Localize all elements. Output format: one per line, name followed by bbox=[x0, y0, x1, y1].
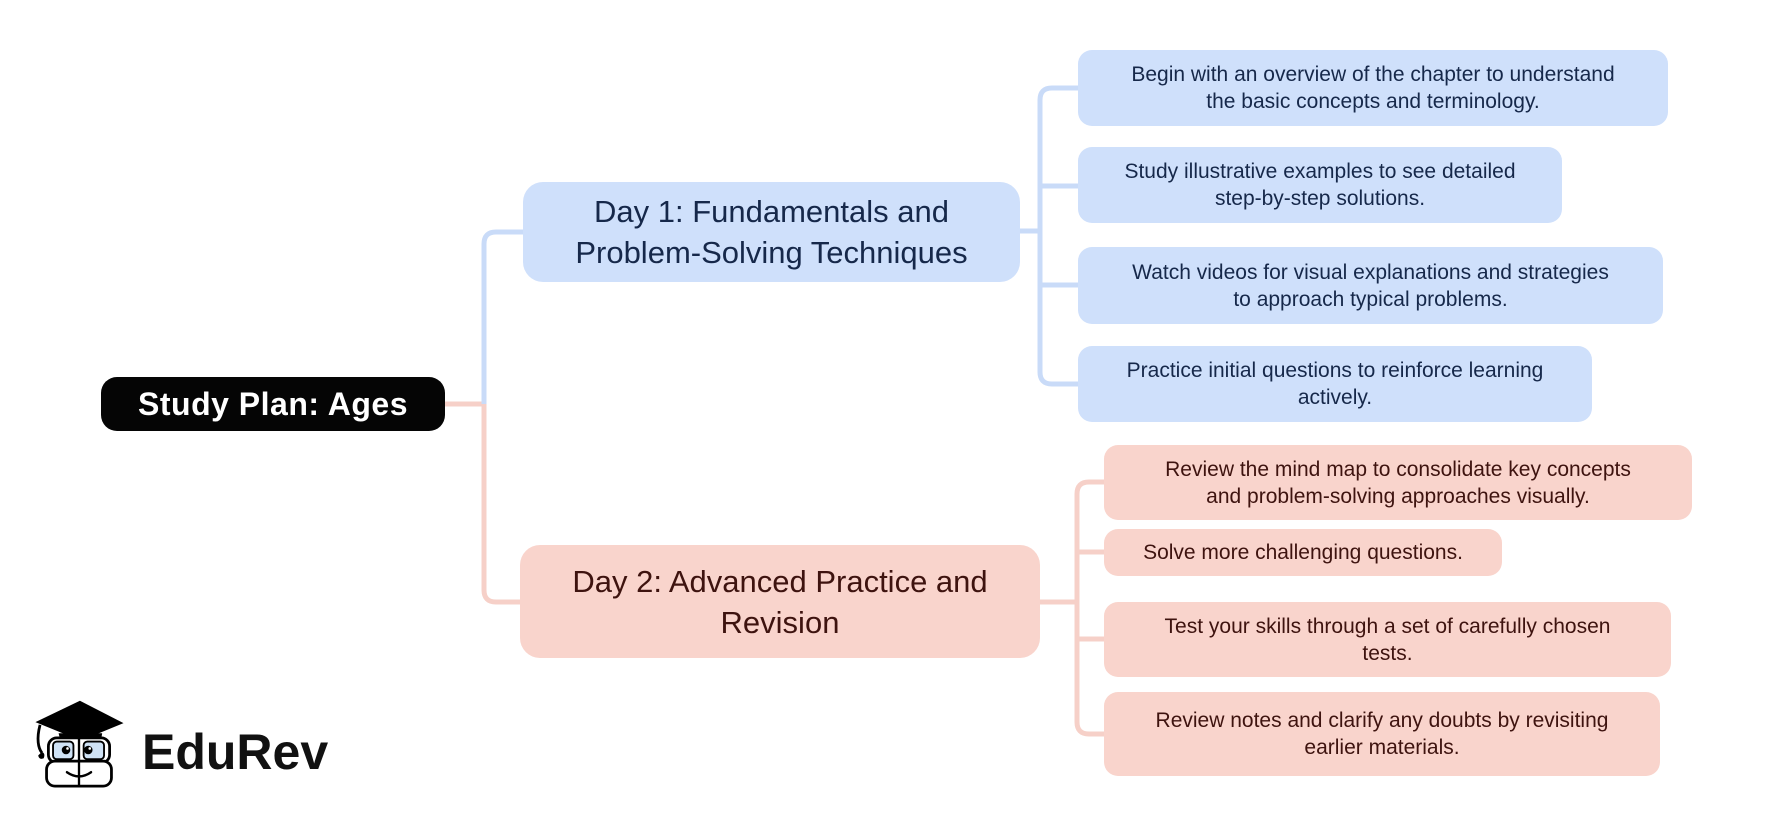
day1-leaf-2-line2: step-by-step solutions. bbox=[1214, 187, 1426, 210]
branch-day2-line1: Day 2: Advanced Practice and bbox=[572, 563, 988, 599]
day1-leaf-1-line2: the basic concepts and terminology. bbox=[1206, 90, 1540, 113]
day2-leaf-4 bbox=[1104, 692, 1660, 776]
day2-leaf-1 bbox=[1104, 445, 1692, 520]
mindmap-root-node bbox=[101, 377, 445, 431]
day2-leaf-3 bbox=[1104, 602, 1671, 677]
day1-leaf-1 bbox=[1078, 50, 1668, 126]
day1-leaf-3 bbox=[1078, 247, 1663, 324]
day2-leaf-4-line2: earlier materials. bbox=[1304, 736, 1460, 759]
day2-leaf-4-line1: Review notes and clarify any doubts by revisiting bbox=[1155, 709, 1609, 732]
day2-leaf-3-line1: Test your skills through a set of carefully chosen bbox=[1164, 614, 1611, 638]
day1-leaf-2-line1: Study illustrative examples to see detailed bbox=[1124, 160, 1516, 183]
day1-leaf-4-line1: Practice initial questions to reinforce learning bbox=[1126, 359, 1544, 382]
day1-leaf-2 bbox=[1078, 147, 1562, 223]
day2-leaf-2-line1: Solve more challenging questions. bbox=[1143, 541, 1463, 564]
day2-leaf-2 bbox=[1104, 529, 1502, 576]
edurev-logo bbox=[28, 690, 348, 795]
branch-day1-line1: Day 1: Fundamentals and bbox=[594, 194, 949, 229]
root-label: Study Plan: Ages bbox=[138, 385, 408, 422]
day2-leaf-1-line2: and problem-solving approaches visually. bbox=[1206, 484, 1590, 508]
edge-root-day1 bbox=[484, 232, 523, 404]
day1-leaf-4-line2: actively. bbox=[1297, 386, 1373, 409]
day1-leaf-3-line2: to approach typical problems. bbox=[1233, 287, 1508, 311]
day1-leaf-4 bbox=[1078, 346, 1592, 422]
day2-leaf-1-line1: Review the mind map to consolidate key concepts bbox=[1165, 457, 1631, 481]
day1-leaf-1-line1: Begin with an overview of the chapter to understand bbox=[1131, 63, 1615, 86]
edurev-mascot-icon bbox=[28, 692, 130, 794]
branch-day1-line2: Problem-Solving Techniques bbox=[575, 235, 968, 270]
branch-node-day1 bbox=[523, 182, 1020, 282]
day1-leaf-3-line1: Watch videos for visual explanations and strategies bbox=[1132, 260, 1609, 284]
edurev-wordmark: EduRev bbox=[142, 723, 329, 780]
edge-day1-bracket bbox=[1040, 88, 1078, 384]
day2-leaf-3-line2: tests. bbox=[1362, 641, 1413, 665]
branch-node-day2 bbox=[520, 545, 1040, 658]
edge-day2-bracket bbox=[1077, 482, 1104, 734]
branch-day2-line2: Revision bbox=[720, 604, 840, 640]
edge-root-day2 bbox=[484, 404, 520, 602]
